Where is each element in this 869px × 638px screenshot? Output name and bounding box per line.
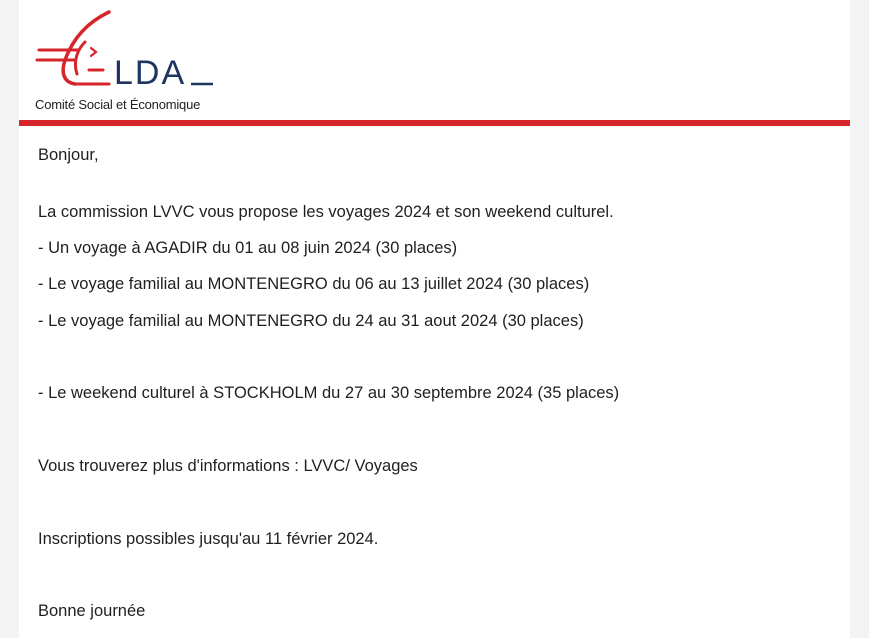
logo-wordmark: LDA <box>114 54 187 92</box>
header-divider <box>19 120 850 126</box>
intro-text: La commission LVVC vous propose les voyages 2024 et son weekend culturel. <box>38 203 614 221</box>
closing-text: Bonne journée <box>38 602 146 620</box>
deadline-text: Inscriptions possibles jusqu'au 11 février 2024. <box>38 530 379 548</box>
greeting-text: Bonjour, <box>38 146 99 164</box>
email-header <box>19 0 850 120</box>
trip-item: - Le voyage familial au MONTENEGRO du 24 au 31 aout 2024 (30 places) <box>38 312 584 330</box>
cse-logo <box>33 8 233 116</box>
weekend-item: - Le weekend culturel à STOCKHOLM du 27 au 30 septembre 2024 (35 places) <box>38 384 620 402</box>
logo-subtitle: Comité Social et Économique <box>35 97 201 112</box>
info-text: Vous trouverez plus d'informations : LVVC/ Voyages <box>38 457 418 475</box>
email-card <box>19 0 850 638</box>
trip-item: - Le voyage familial au MONTENEGRO du 06 au 13 juillet 2024 (30 places) <box>38 275 590 293</box>
trip-item: - Un voyage à AGADIR du 01 au 08 juin 2024 (30 places) <box>38 239 458 257</box>
